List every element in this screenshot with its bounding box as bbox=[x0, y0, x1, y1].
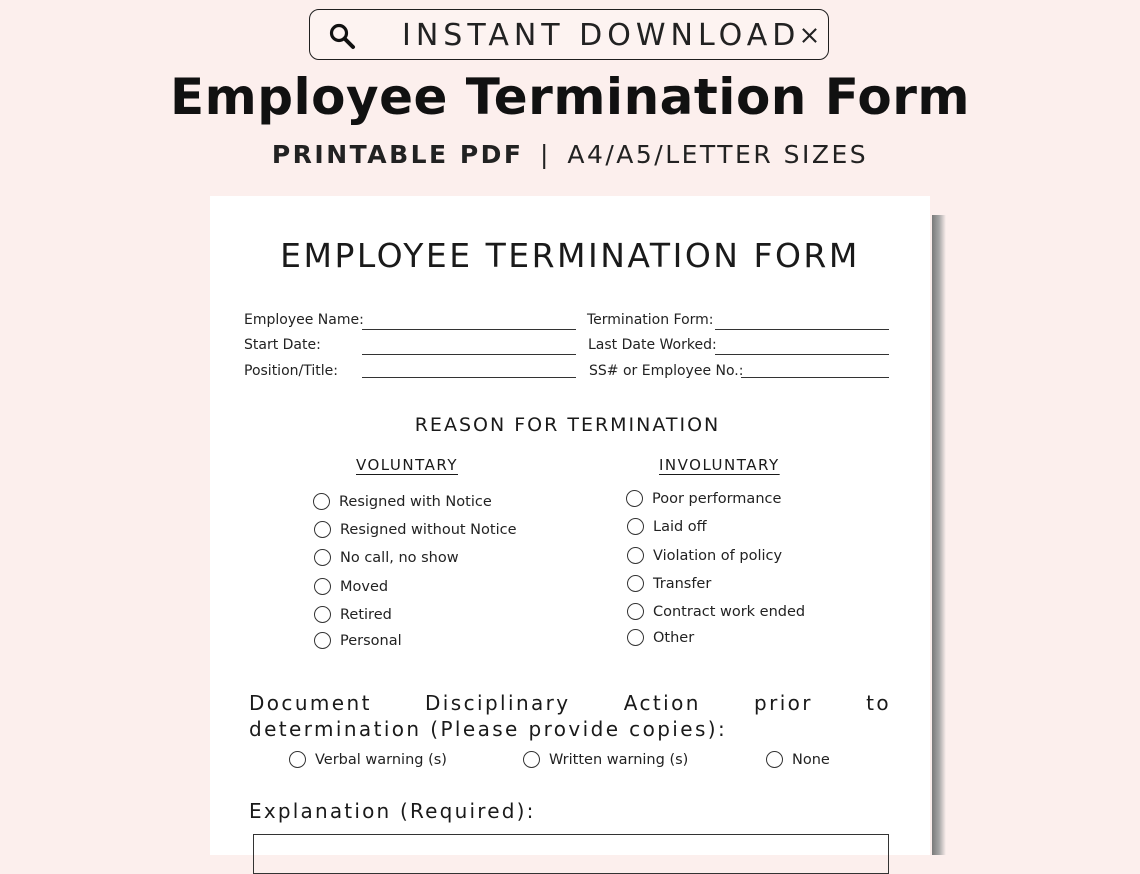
employee-number-label: SS# or Employee No.: bbox=[589, 363, 744, 379]
headline: Employee Termination Form bbox=[169, 68, 971, 126]
option-other[interactable] bbox=[627, 629, 694, 646]
option-label: Resigned with Notice bbox=[339, 493, 492, 510]
employee-number-field[interactable] bbox=[741, 377, 889, 378]
option-contract-work-ended[interactable] bbox=[627, 603, 805, 620]
option-retired[interactable] bbox=[314, 606, 392, 623]
option-label: Verbal warning (s) bbox=[315, 751, 447, 768]
radio-button[interactable] bbox=[314, 578, 331, 595]
voluntary-heading: VOLUNTARY bbox=[356, 456, 458, 474]
reason-title: REASON FOR TERMINATION bbox=[414, 414, 721, 436]
option-label: Poor performance bbox=[652, 490, 782, 507]
search-icon bbox=[328, 22, 356, 50]
explanation-textbox[interactable] bbox=[253, 834, 889, 874]
position-title-label: Position/Title: bbox=[244, 363, 338, 379]
subline-separator: | bbox=[539, 140, 551, 169]
option-label: Personal bbox=[340, 632, 402, 649]
radio-button[interactable] bbox=[289, 751, 306, 768]
radio-button[interactable] bbox=[626, 490, 643, 507]
start-date-field[interactable] bbox=[362, 354, 576, 355]
close-icon bbox=[801, 27, 818, 44]
paper-shadow bbox=[932, 215, 946, 855]
radio-button[interactable] bbox=[627, 629, 644, 646]
subline-sizes: A4/A5/LETTER SIZES bbox=[567, 140, 869, 169]
option-label: No call, no show bbox=[340, 549, 459, 566]
instant-download-banner bbox=[309, 9, 829, 60]
radio-button[interactable] bbox=[627, 603, 644, 620]
option-violation-of-policy[interactable] bbox=[627, 547, 782, 564]
option-resigned-with-notice[interactable] bbox=[313, 493, 492, 510]
option-verbal-warning[interactable] bbox=[289, 751, 447, 768]
disciplinary-label: Document Disciplinary Action prior to determination (Please provide copies): bbox=[249, 691, 891, 741]
option-label: Transfer bbox=[653, 575, 712, 592]
termination-form-label: Termination Form: bbox=[587, 312, 714, 328]
radio-button[interactable] bbox=[314, 549, 331, 566]
option-label: None bbox=[792, 751, 830, 768]
radio-button[interactable] bbox=[314, 521, 331, 538]
option-none[interactable] bbox=[766, 751, 830, 768]
form-title: EMPLOYEE TERMINATION FORM bbox=[280, 236, 860, 275]
option-laid-off[interactable] bbox=[627, 518, 707, 535]
option-label: Violation of policy bbox=[653, 547, 783, 564]
involuntary-heading: INVOLUNTARY bbox=[659, 456, 780, 474]
radio-button[interactable] bbox=[313, 493, 330, 510]
option-label: Contract work ended bbox=[653, 603, 806, 620]
option-no-call-no-show[interactable] bbox=[314, 549, 459, 566]
option-transfer[interactable] bbox=[627, 575, 711, 592]
explanation-label: Explanation (Required): bbox=[249, 799, 536, 823]
employee-name-field[interactable] bbox=[362, 329, 576, 330]
subline-bold: PRINTABLE PDF bbox=[271, 140, 524, 169]
option-label: Other bbox=[653, 629, 695, 646]
radio-button[interactable] bbox=[523, 751, 540, 768]
option-poor-performance[interactable] bbox=[626, 490, 781, 507]
option-resigned-without-notice[interactable] bbox=[314, 521, 517, 538]
option-label: Written warning (s) bbox=[549, 751, 689, 768]
option-written-warning[interactable] bbox=[523, 751, 688, 768]
radio-button[interactable] bbox=[314, 632, 331, 649]
option-label: Moved bbox=[340, 578, 389, 595]
radio-button[interactable] bbox=[314, 606, 331, 623]
option-label: Retired bbox=[340, 606, 392, 623]
option-moved[interactable] bbox=[314, 578, 388, 595]
termination-form-field[interactable] bbox=[715, 329, 889, 330]
subline bbox=[0, 140, 1140, 169]
last-date-worked-field[interactable] bbox=[715, 354, 889, 355]
radio-button[interactable] bbox=[627, 547, 644, 564]
position-title-field[interactable] bbox=[362, 377, 576, 378]
radio-button[interactable] bbox=[766, 751, 783, 768]
banner-text: INSTANT DOWNLOAD bbox=[402, 18, 801, 53]
radio-button[interactable] bbox=[627, 518, 644, 535]
last-date-worked-label: Last Date Worked: bbox=[588, 337, 717, 353]
option-label: Resigned without Notice bbox=[340, 521, 517, 538]
option-personal[interactable] bbox=[314, 632, 402, 649]
employee-name-label: Employee Name: bbox=[244, 312, 364, 328]
form-page bbox=[210, 196, 930, 855]
radio-button[interactable] bbox=[627, 575, 644, 592]
start-date-label: Start Date: bbox=[244, 337, 321, 353]
option-label: Laid off bbox=[653, 518, 707, 535]
